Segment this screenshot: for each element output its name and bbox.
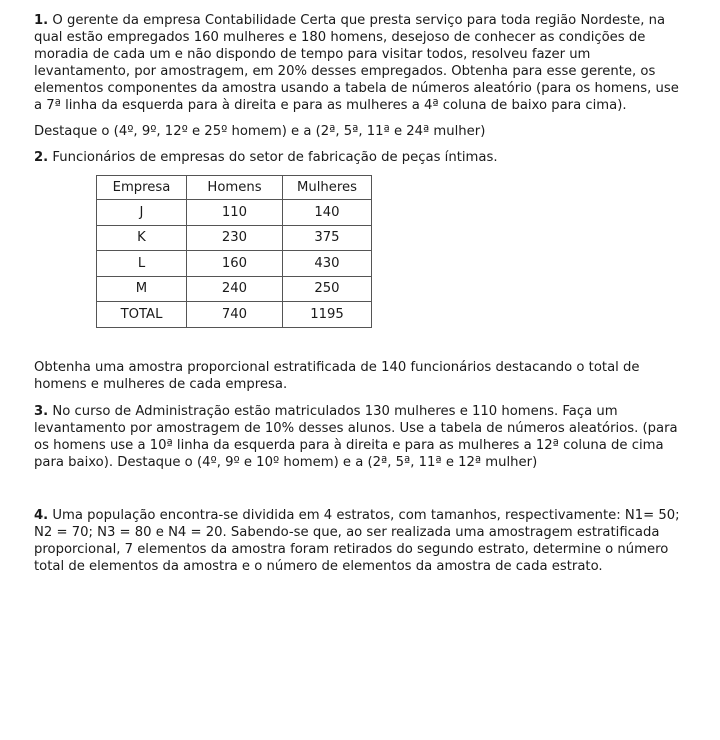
question-3-number: 3. bbox=[34, 403, 49, 419]
question-2-text: Funcionários de empresas do setor de fabricação de peças íntimas. bbox=[48, 150, 498, 165]
cell-homens: 110 bbox=[187, 200, 283, 226]
header-mulheres: Mulheres bbox=[283, 176, 372, 200]
cell-homens: 160 bbox=[187, 251, 283, 277]
header-homens: Homens bbox=[187, 176, 283, 200]
cell-empresa: L bbox=[97, 251, 187, 277]
table-total-row bbox=[97, 302, 372, 328]
cell-mulheres: 430 bbox=[283, 251, 372, 277]
question-4-number: 4. bbox=[34, 507, 49, 523]
header-empresa: Empresa bbox=[97, 176, 187, 200]
question-1-number: 1. bbox=[34, 13, 49, 28]
table-row bbox=[97, 225, 372, 251]
question-4-text: Uma população encontra-se dividida em 4 estratos, com tamanhos, respectivamente: N1= 50; N2 = 70; N3 = 80 e N4 = 20. Sabendo-se que, ao ser realizada uma amostragem estratificada proporcional, 7 elementos da amostra foram retirados do segundo estrato, determine o número total de elementos da amostra e o número de elementos da amostra de cada estrato. bbox=[34, 507, 680, 574]
question-2-number: 2. bbox=[34, 150, 49, 165]
table-row bbox=[97, 200, 372, 226]
question-3 bbox=[34, 403, 684, 471]
exercise-sheet bbox=[34, 12, 684, 575]
cell-empresa: J bbox=[97, 200, 187, 226]
cell-total-label: TOTAL bbox=[97, 302, 187, 328]
question-1-highlight: Destaque o (4º, 9º, 12º e 25º homem) e a (2ª, 5ª, 11ª e 24ª mulher) bbox=[34, 124, 486, 139]
question-1-text: O gerente da empresa Contabilidade Certa que presta serviço para toda região Nordeste, na qual estão empregados 160 mulheres e 180 homens, desejoso de conhecer as condições de moradia de cada um e não dispondo de tempo para visitar todos, resolveu fazer um levantamento, por amostragem, em 20% desses empregados. Obtenha para esse gerente, os elementos componentes da amostra usando a tabela de números aleatório (para os homens, use a 7ª linha da esquerda para à direita e para as mulheres a 4ª coluna de baixo para cima). bbox=[34, 13, 679, 113]
cell-homens: 240 bbox=[187, 276, 283, 302]
cell-mulheres: 375 bbox=[283, 225, 372, 251]
cell-total-homens: 740 bbox=[187, 302, 283, 328]
question-4 bbox=[34, 507, 684, 575]
table-row bbox=[97, 251, 372, 277]
table-row bbox=[97, 276, 372, 302]
question-1 bbox=[34, 12, 684, 114]
cell-total-mulheres: 1195 bbox=[283, 302, 372, 328]
cell-empresa: K bbox=[97, 225, 187, 251]
cell-homens: 230 bbox=[187, 225, 283, 251]
question-2 bbox=[34, 149, 684, 166]
table-header-row bbox=[97, 176, 372, 200]
cell-empresa: M bbox=[97, 276, 187, 302]
cell-mulheres: 140 bbox=[283, 200, 372, 226]
employees-table bbox=[96, 175, 372, 328]
cell-mulheres: 250 bbox=[283, 276, 372, 302]
question-3-text: No curso de Administração estão matriculados 130 mulheres e 110 homens. Faça um levantamento por amostragem de 10% desses alunos. Use a tabela de números aleatórios. (para os homens use a 10ª linha da esquerda para à direita e para as mulheres a 12ª coluna de cima para baixo). Destaque o (4º, 9º e 10º homem) e a (2ª, 5ª, 11ª e 12ª mulher) bbox=[34, 403, 678, 470]
question-2-instruction: Obtenha uma amostra proporcional estratificada de 140 funcionários destacando o total de homens e mulheres de cada empresa. bbox=[34, 359, 640, 392]
